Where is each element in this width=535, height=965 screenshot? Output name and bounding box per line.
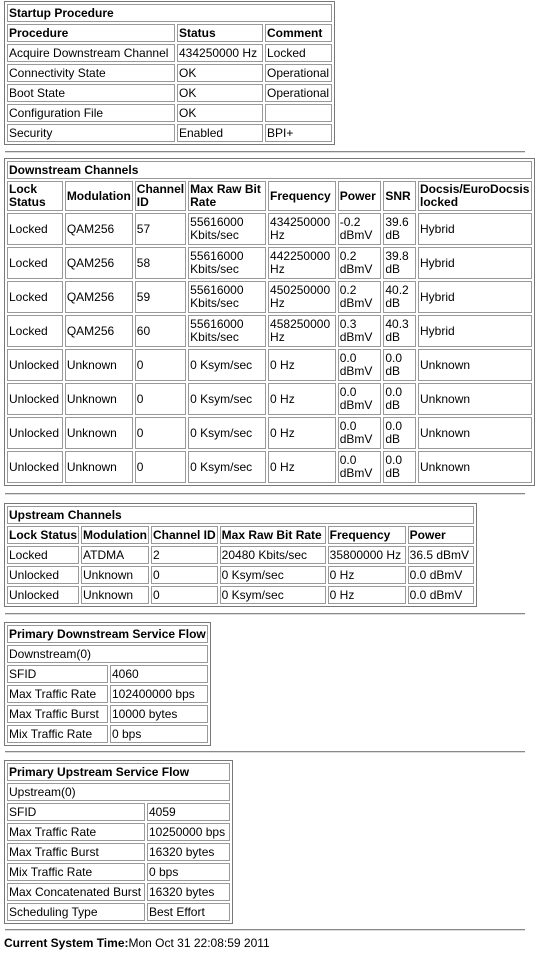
table-cell: 0 bps xyxy=(110,725,208,743)
table-cell: 4060 xyxy=(110,665,208,683)
table-cell: 2 xyxy=(151,546,218,564)
downstream-channels-table xyxy=(4,158,535,486)
table-cell: 0.0 dBmV xyxy=(408,586,474,604)
table-cell: SFID xyxy=(7,665,108,683)
table-cell: Max Traffic Rate xyxy=(7,685,108,703)
table-cell: 0.0 dB xyxy=(383,383,416,415)
system-time-label: Current System Time: xyxy=(4,936,129,950)
section-divider xyxy=(5,751,525,753)
table-cell: Unlocked xyxy=(7,417,63,449)
flow-subtitle: Downstream(0) xyxy=(7,645,208,663)
table-cell: 0 Ksym/sec xyxy=(220,586,326,604)
column-header: Power xyxy=(408,526,474,544)
section-title: Upstream Channels xyxy=(7,506,474,524)
table-cell: Unknown xyxy=(65,349,133,381)
section-title: Primary Downstream Service Flow xyxy=(7,625,208,643)
table-row xyxy=(7,247,532,279)
table-cell: 0 xyxy=(135,417,186,449)
table-cell: 35800000 Hz xyxy=(328,546,406,564)
column-header: Channel ID xyxy=(153,528,216,542)
column-header: SNR xyxy=(383,181,416,211)
table-cell: 36.5 dBmV xyxy=(408,546,474,564)
table-cell: 4059 xyxy=(147,803,230,821)
column-header: Procedure xyxy=(7,24,175,42)
table-row xyxy=(7,213,532,245)
table-cell: ATDMA xyxy=(81,546,149,564)
table-cell: 0 Ksym/sec xyxy=(188,349,266,381)
table-cell: Operational xyxy=(265,84,332,102)
downstream-service-flow-table xyxy=(4,622,211,746)
column-header: Max Raw Bit Rate xyxy=(220,526,326,544)
table-row xyxy=(7,64,332,82)
table-cell: Max Traffic Burst xyxy=(7,843,145,861)
table-row xyxy=(7,685,208,703)
table-cell: 0.0 dBmV xyxy=(338,451,382,483)
table-row xyxy=(7,451,532,483)
column-header: Lock Status xyxy=(9,528,78,542)
column-header: Lock Status xyxy=(7,181,63,211)
table-cell: Unlocked xyxy=(7,586,79,604)
table-cell: QAM256 xyxy=(65,247,133,279)
table-cell: 0.0 dBmV xyxy=(408,566,474,584)
column-header: Channel ID xyxy=(136,182,185,209)
table-cell: Locked xyxy=(7,247,63,279)
table-row xyxy=(7,383,532,415)
column-header: Power xyxy=(338,181,382,211)
table-cell: 0 xyxy=(151,566,218,584)
table-cell: Hybrid xyxy=(418,315,532,347)
column-header: Comment xyxy=(265,24,332,42)
table-row xyxy=(7,281,532,313)
table-cell: Locked xyxy=(7,281,63,313)
table-cell: Locked xyxy=(7,315,63,347)
table-cell: 10250000 bps xyxy=(147,823,230,841)
section-divider xyxy=(5,613,525,615)
table-cell: 0.0 dBmV xyxy=(338,383,382,415)
table-cell: QAM256 xyxy=(65,281,133,313)
table-cell: 0.2 dBmV xyxy=(338,247,382,279)
table-cell: 0.2 dBmV xyxy=(338,281,382,313)
table-cell: 442250000 Hz xyxy=(268,247,336,279)
table-row xyxy=(7,417,532,449)
table-row xyxy=(7,665,208,683)
upstream-channels-table xyxy=(4,503,477,607)
table-cell: 434250000 Hz xyxy=(268,213,336,245)
table-row xyxy=(7,349,532,381)
table-row xyxy=(7,863,230,881)
table-cell: Max Traffic Burst xyxy=(7,705,108,723)
table-row xyxy=(7,843,230,861)
table-cell: Acquire Downstream Channel xyxy=(7,44,175,62)
table-cell: QAM256 xyxy=(65,213,133,245)
table-cell: 58 xyxy=(135,247,186,279)
table-cell: 60 xyxy=(135,315,186,347)
table-cell: QAM256 xyxy=(65,315,133,347)
table-cell: Enabled xyxy=(177,124,263,142)
table-cell: 55616000 Kbits/sec xyxy=(188,281,266,313)
table-cell: 0 Hz xyxy=(328,566,406,584)
column-header: Docsis/EuroDocsis locked xyxy=(418,181,532,211)
table-cell: 39.6 dB xyxy=(383,213,416,245)
table-cell: 102400000 bps xyxy=(110,685,208,703)
table-cell: Unknown xyxy=(418,451,532,483)
table-cell: Mix Traffic Rate xyxy=(7,863,145,881)
table-cell: Unknown xyxy=(65,383,133,415)
table-row xyxy=(7,705,208,723)
table-cell: Locked xyxy=(7,546,79,564)
table-cell: 0 Hz xyxy=(328,586,406,604)
column-header: Status xyxy=(177,24,263,42)
table-cell: 434250000 Hz xyxy=(177,44,263,62)
section-title: Primary Upstream Service Flow xyxy=(7,763,230,781)
table-cell: BPI+ xyxy=(265,124,332,142)
table-row xyxy=(7,883,230,901)
table-row xyxy=(7,84,332,102)
table-cell xyxy=(265,104,332,122)
table-cell: Unlocked xyxy=(7,566,79,584)
table-cell: Boot State xyxy=(7,84,175,102)
table-cell: Connectivity State xyxy=(7,64,175,82)
table-cell: 0 xyxy=(135,383,186,415)
table-cell: Unlocked xyxy=(7,349,63,381)
table-row xyxy=(7,124,332,142)
table-cell: Unknown xyxy=(81,566,149,584)
table-cell: Unknown xyxy=(418,383,532,415)
table-cell: 0 Ksym/sec xyxy=(188,451,266,483)
table-row xyxy=(7,823,230,841)
upstream-service-flow-table xyxy=(4,760,233,924)
section-title: Downstream Channels xyxy=(7,161,532,179)
table-cell: Unlocked xyxy=(7,451,63,483)
table-cell: Security xyxy=(7,124,175,142)
table-cell: Unknown xyxy=(418,349,532,381)
table-cell: Locked xyxy=(265,44,332,62)
column-header: Modulation xyxy=(83,528,147,542)
table-cell: 0 Ksym/sec xyxy=(188,417,266,449)
table-cell: OK xyxy=(177,104,263,122)
table-cell: 0 xyxy=(135,349,186,381)
table-row xyxy=(7,104,332,122)
table-row xyxy=(7,566,474,584)
table-cell: 59 xyxy=(135,281,186,313)
table-cell: 0.0 dBmV xyxy=(338,349,382,381)
section-title: Startup Procedure xyxy=(7,4,332,22)
table-cell: 40.3 dB xyxy=(383,315,416,347)
table-cell: 0.0 dB xyxy=(383,451,416,483)
table-row xyxy=(7,546,474,564)
table-cell: 40.2 dB xyxy=(383,281,416,313)
table-cell: 0 Hz xyxy=(268,417,336,449)
table-cell: 55616000 Kbits/sec xyxy=(188,213,266,245)
table-cell: 458250000 Hz xyxy=(268,315,336,347)
table-cell: Hybrid xyxy=(418,281,532,313)
table-cell: 0.0 dB xyxy=(383,349,416,381)
table-cell: 0 Hz xyxy=(268,349,336,381)
table-cell: Scheduling Type xyxy=(7,903,145,921)
table-cell: 0 xyxy=(135,451,186,483)
column-header: Modulation xyxy=(65,181,133,211)
table-cell: Configuration File xyxy=(7,104,175,122)
startup-procedure-table xyxy=(4,1,335,145)
table-cell: 0.0 dB xyxy=(383,417,416,449)
table-cell: 10000 bytes xyxy=(110,705,208,723)
table-cell: OK xyxy=(177,84,263,102)
column-header: Max Raw Bit Rate xyxy=(188,181,266,211)
table-cell: Mix Traffic Rate xyxy=(7,725,108,743)
table-cell: -0.2 dBmV xyxy=(338,213,382,245)
table-row xyxy=(7,44,332,62)
table-cell: Unknown xyxy=(81,586,149,604)
table-cell: 16320 bytes xyxy=(147,883,230,901)
table-cell: Max Traffic Rate xyxy=(7,823,145,841)
table-row xyxy=(7,586,474,604)
table-cell: Operational xyxy=(265,64,332,82)
table-cell: Locked xyxy=(7,213,63,245)
table-cell: Hybrid xyxy=(418,247,532,279)
table-cell: 0 Ksym/sec xyxy=(220,566,326,584)
table-cell: 16320 bytes xyxy=(147,843,230,861)
table-cell: 0 Hz xyxy=(268,451,336,483)
column-header: Frequency xyxy=(268,181,336,211)
table-cell: 20480 Kbits/sec xyxy=(220,546,326,564)
table-cell: Best Effort xyxy=(147,903,230,921)
table-cell: 0 Hz xyxy=(268,383,336,415)
table-row xyxy=(7,725,208,743)
table-cell: Hybrid xyxy=(418,213,532,245)
table-row xyxy=(7,803,230,821)
current-system-time xyxy=(4,936,270,950)
table-cell: SFID xyxy=(7,803,145,821)
section-divider xyxy=(5,493,525,495)
table-row xyxy=(7,315,532,347)
table-cell: 0 xyxy=(151,586,218,604)
table-cell: Unlocked xyxy=(7,383,63,415)
table-cell: 57 xyxy=(135,213,186,245)
table-cell: 0 Ksym/sec xyxy=(188,383,266,415)
table-cell: 55616000 Kbits/sec xyxy=(188,247,266,279)
section-divider xyxy=(5,929,525,931)
section-divider xyxy=(5,151,525,153)
table-cell: 55616000 Kbits/sec xyxy=(188,315,266,347)
table-cell: 39.8 dB xyxy=(383,247,416,279)
system-time-value: Mon Oct 31 22:08:59 2011 xyxy=(128,936,270,950)
table-row xyxy=(7,903,230,921)
table-cell: Unknown xyxy=(418,417,532,449)
table-cell: Unknown xyxy=(65,417,133,449)
table-cell: OK xyxy=(177,64,263,82)
column-header: Frequency xyxy=(328,526,406,544)
table-cell: Max Concatenated Burst xyxy=(7,883,145,901)
table-cell: 0 bps xyxy=(147,863,230,881)
table-cell: 0.3 dBmV xyxy=(338,315,382,347)
flow-subtitle: Upstream(0) xyxy=(7,783,230,801)
table-cell: Unknown xyxy=(65,451,133,483)
table-cell: 450250000 Hz xyxy=(268,281,336,313)
table-cell: 0.0 dBmV xyxy=(338,417,382,449)
